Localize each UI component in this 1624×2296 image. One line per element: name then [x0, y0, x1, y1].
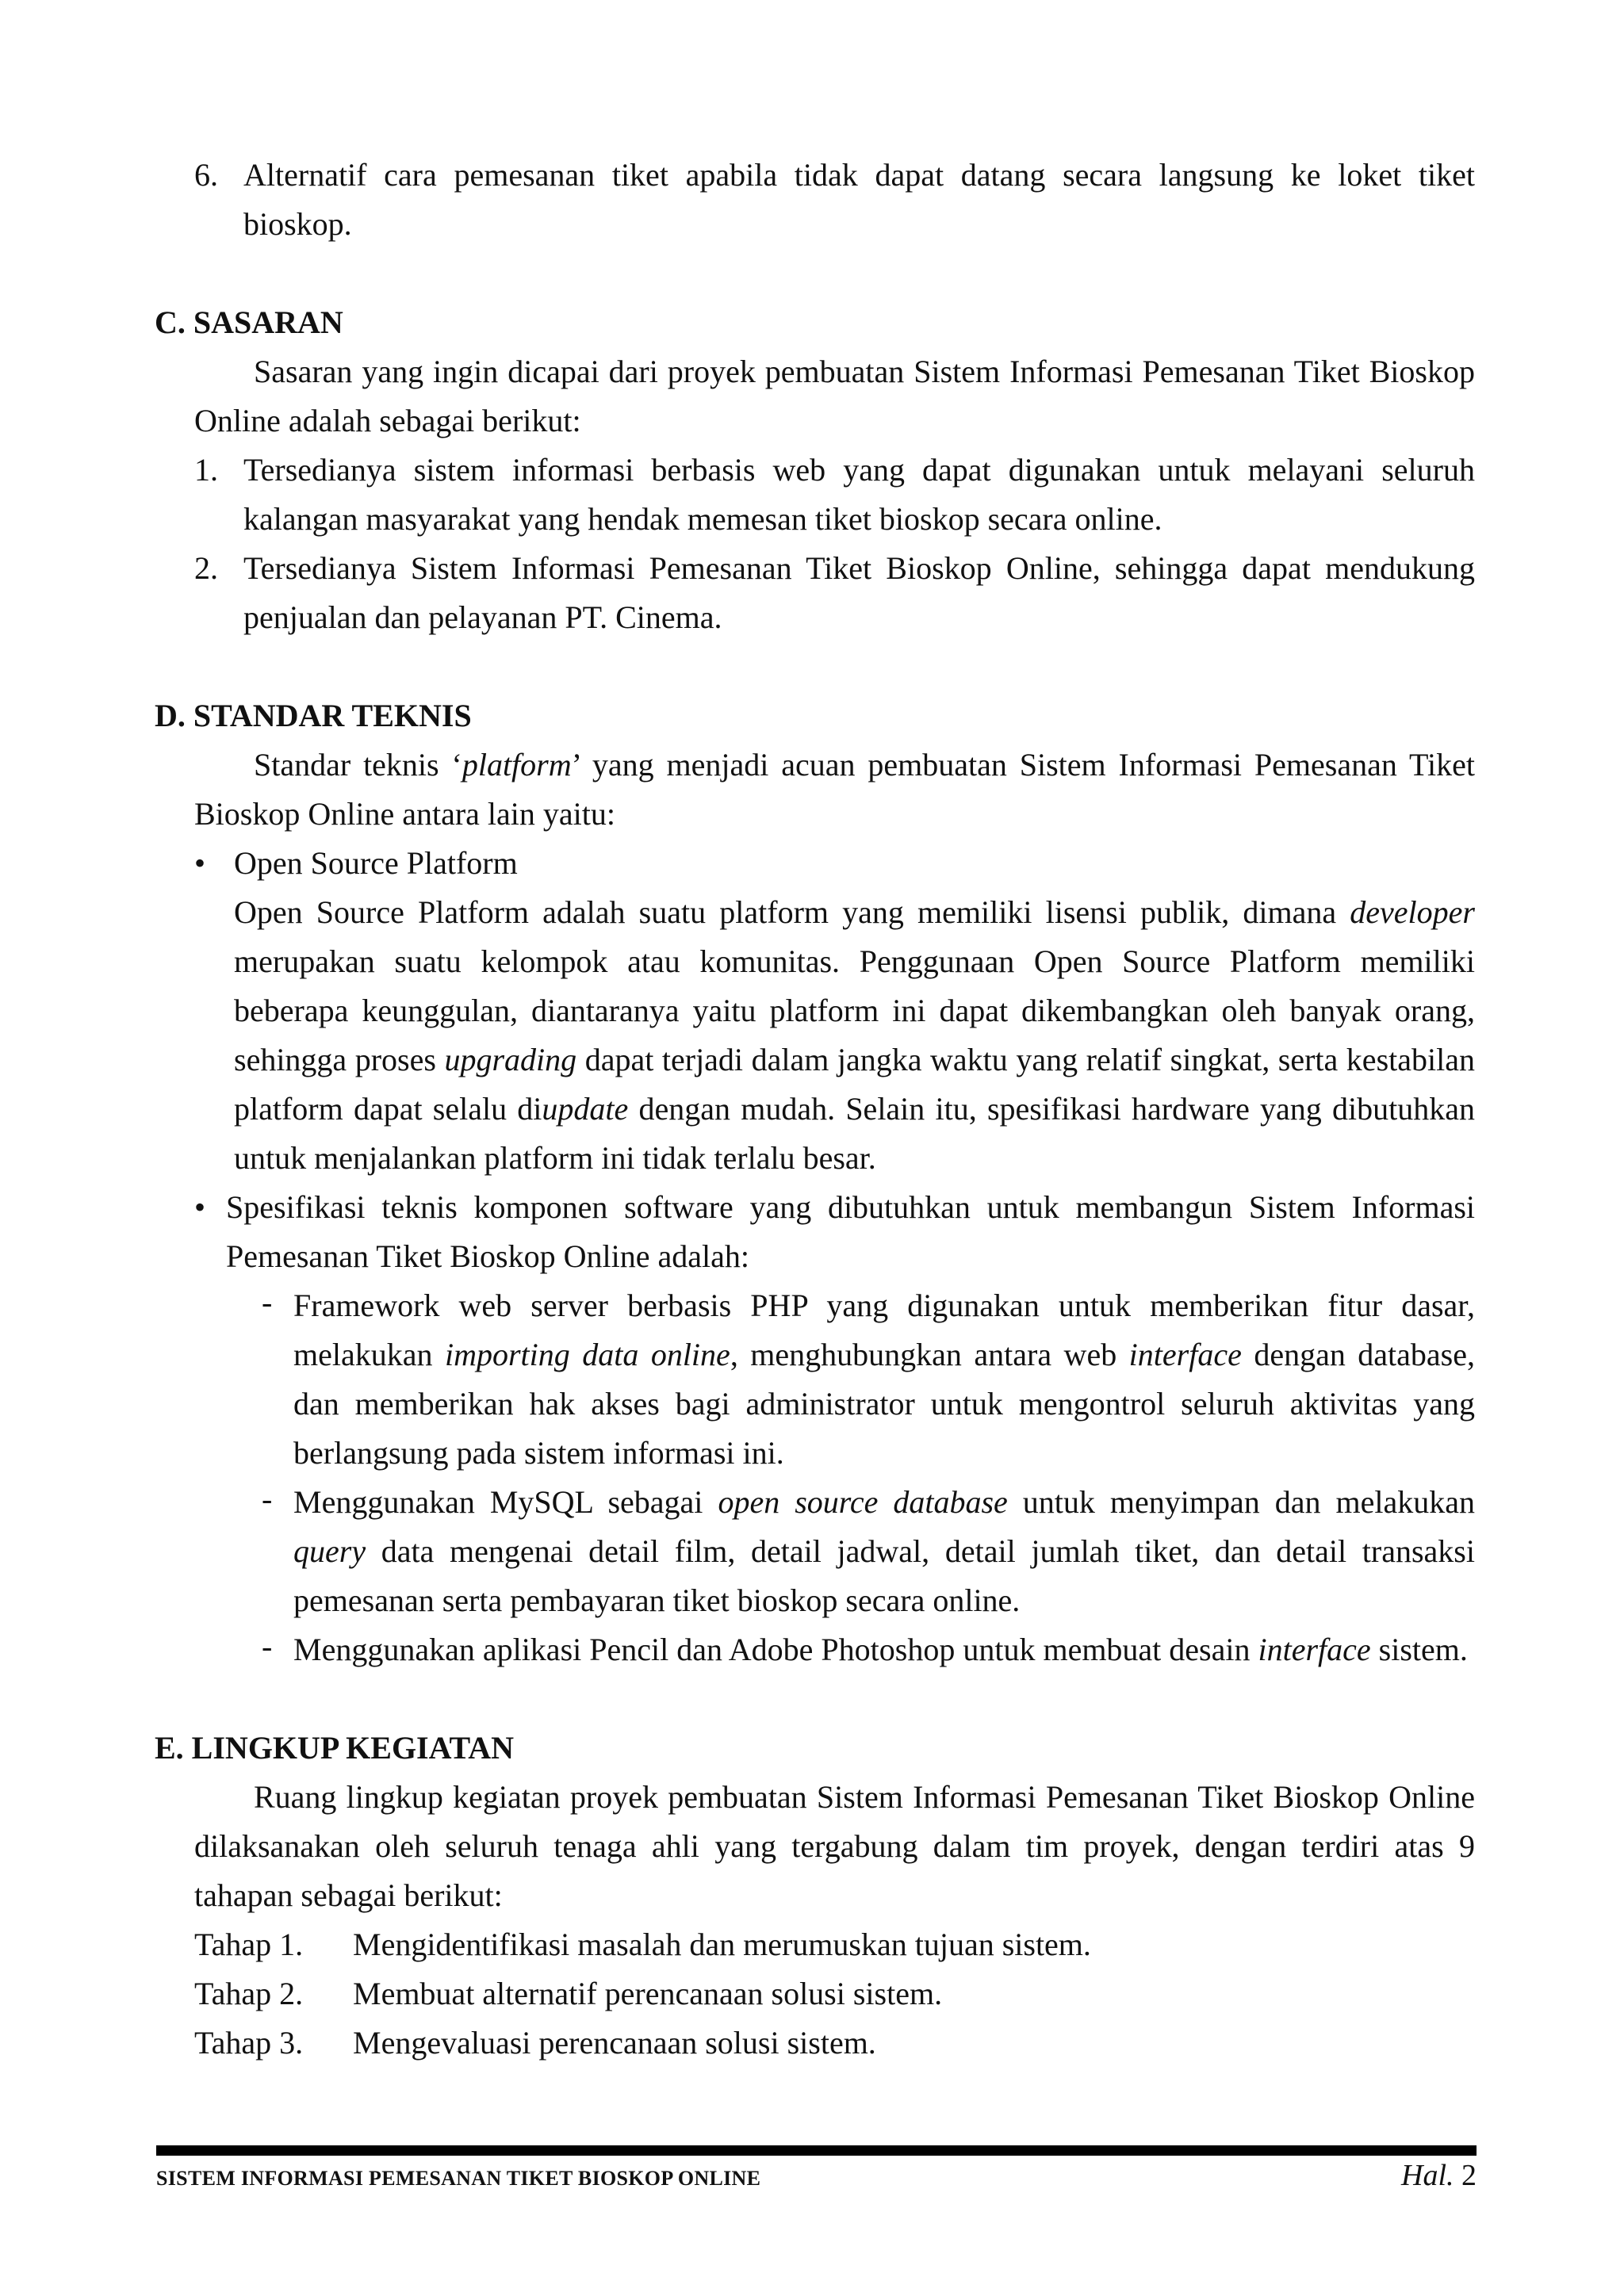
list-number: 2.: [194, 550, 218, 586]
step-label: Tahap 3.: [194, 2025, 304, 2061]
page-number: Hal. 2: [1401, 2159, 1477, 2192]
list-text: Tersedianya sistem informasi berbasis web yang dapat digunakan untuk melayani seluruh kalangan masyarakat yang hendak memesan tiket bioskop secara online.: [243, 452, 1475, 537]
bullet-icon: •: [194, 1189, 206, 1225]
list-text: Alternatif cara pemesanan tiket apabila tidak dapat datang secara langsung ke loket tiket bioskop.: [243, 157, 1475, 242]
list-number: 1.: [194, 452, 218, 488]
list-text: Tersedianya Sistem Informasi Pemesanan Tiket Bioskop Online, sehingga dapat mendukung penjualan dan pelayanan PT. Cinema.: [243, 550, 1475, 635]
step-item: [194, 2019, 1475, 2068]
page-content: [155, 151, 1476, 2068]
dash-icon: -: [262, 1481, 273, 1517]
paragraph: Standar teknis ‘platform’ yang menjadi acuan pembuatan Sistem Informasi Pemesanan Tiket Bioskop Online antara lain yaitu:: [194, 747, 1476, 832]
step-label: Tahap 1.: [194, 1927, 304, 1962]
section-heading-sasaran: C. SASARAN: [155, 304, 343, 340]
step-item: [194, 1969, 1475, 2019]
paragraph: Open Source Platform adalah suatu platform yang memiliki lisensi publik, dimana developer merupakan suatu kelompok atau komunitas. Penggunaan Open Source Platform memiliki beberapa keunggulan, diantaranya yaitu platform ini dapat dikembangkan oleh banyak orang, sehingga proses upgrading dapat terjadi dalam jangka waktu yang relatif singkat, serta kestabilan platform dapat selalu diupdate dengan mudah. Selain itu, spesifikasi hardware yang dibutuhkan untuk menjalankan platform ini tidak terlalu besar.: [234, 894, 1475, 1176]
bullet-title: Open Source Platform: [234, 845, 518, 881]
list-item: [194, 151, 1475, 249]
section-heading-standar-teknis: D. STANDAR TEKNIS: [155, 698, 472, 733]
footer-title: SISTEM INFORMASI PEMESANAN TIKET BIOSKOP ONLINE: [156, 2167, 761, 2190]
paragraph: Ruang lingkup kegiatan proyek pembuatan Sistem Informasi Pemesanan Tiket Bioskop Online dilaksanakan oleh seluruh tenaga ahli yang tergabung dalam tim proyek, dengan terdiri atas 9 tahapan sebagai berikut:: [194, 1779, 1475, 1913]
dash-item: - Menggunakan aplikasi Pencil dan Adobe Photoshop untuk membuat desain interface sistem.: [262, 1625, 1475, 1674]
step-label: Tahap 2.: [194, 1976, 304, 2011]
bullet-text: Spesifikasi teknis komponen software yang dibutuhkan untuk membangun Sistem Informasi Pemesanan Tiket Bioskop Online adalah:: [226, 1189, 1475, 1274]
bullet-item: [194, 839, 1475, 1183]
bullet-icon: •: [194, 845, 206, 881]
step-text: Membuat alternatif perencanaan solusi sistem.: [353, 1976, 943, 2011]
list-item: [194, 446, 1475, 544]
footer-divider: [156, 2145, 1477, 2156]
bullet-item: [194, 1183, 1475, 1281]
step-text: Mengidentifikasi masalah dan merumuskan tujuan sistem.: [353, 1927, 1091, 1962]
step-text: Mengevaluasi perencanaan solusi sistem.: [353, 2025, 876, 2061]
list-number: 6.: [194, 157, 218, 193]
step-item: [194, 1920, 1475, 1969]
section-heading-lingkup-kegiatan: E. LINGKUP KEGIATAN: [155, 1730, 515, 1766]
dash-item: - Menggunakan MySQL sebagai open source database untuk menyimpan dan melakukan query data mengenai detail film, detail jadwal, detail jumlah tiket, dan detail transaksi pemesanan serta pembayaran tiket bioskop secara online.: [262, 1478, 1475, 1625]
dash-icon: -: [262, 1284, 273, 1320]
dash-item: - Framework web server berbasis PHP yang digunakan untuk memberikan fitur dasar, melakukan importing data online, menghubungkan antara web interface dengan database, dan memberikan hak akses bagi administrator untuk mengontrol seluruh aktivitas yang berlangsung pada sistem informasi ini.: [262, 1281, 1475, 1478]
list-item: [194, 544, 1475, 642]
paragraph: Sasaran yang ingin dicapai dari proyek pembuatan Sistem Informasi Pemesanan Tiket Bioskop Online adalah sebagai berikut:: [194, 354, 1475, 438]
dash-icon: -: [262, 1628, 273, 1664]
